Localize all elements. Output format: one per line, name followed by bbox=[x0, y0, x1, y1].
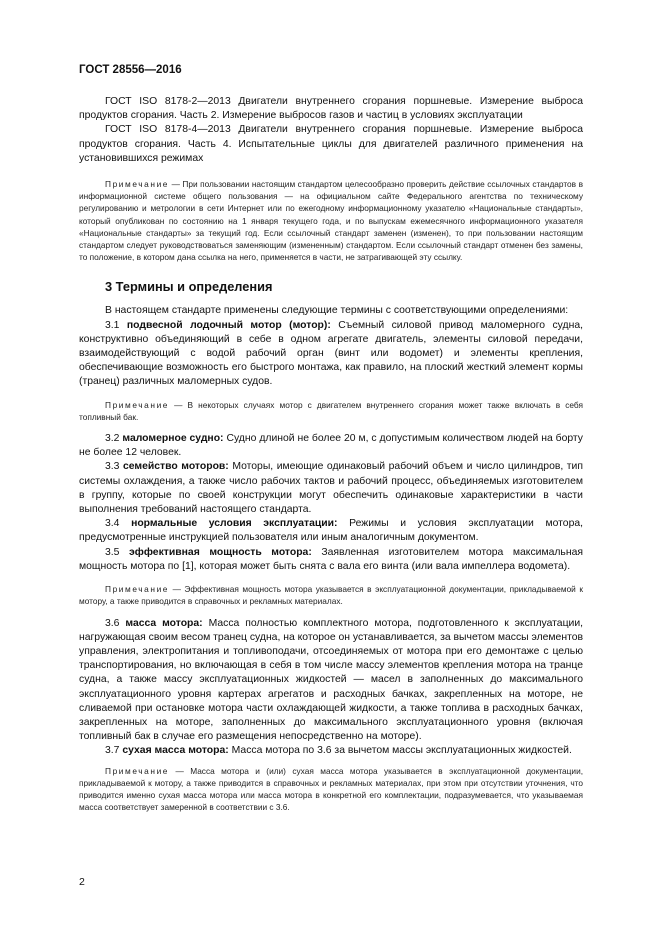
term-number: 3.6 bbox=[105, 617, 120, 629]
term-number: 3.1 bbox=[105, 319, 120, 331]
term-definition: Масса мотора по 3.6 за вычетом массы эксплуатационных жидкостей. bbox=[231, 745, 572, 757]
note-text: — В некоторых случаях мотор с двигателем внутреннего сгорания может также включать в себя топливный бак. bbox=[79, 399, 583, 422]
term-definition: Масса полностью комплектного мотора, подготовленного к эксплуатации, нагружающая своим весом транец судна, на которое он устанавливается, за вычетом массы элементов управления, электропитания и топливоподачи, отсоединяемых от мотора при его демонтаже с целью транспортирования, но включающая в себя в том числе массу элементов крепления мотора на транце судна, а также массу эксплуатационных жидкостей — масел в заполненных до максимального эксплуатационного уровня картерах агрегатов и расходных бачках, закрепленных на моторе, не сливаемой при остановке мотора части охлаждающей жидкости, а также топлива в расходных бачках, закрепленных на моторе, заполненных до максимального эксплуатационного уровня (включая топливный бак в случае его размещения непосредственно на моторе). bbox=[79, 617, 584, 743]
term-3-1 bbox=[79, 319, 583, 390]
note-3-7 bbox=[79, 765, 583, 814]
note-label: Примечание bbox=[105, 765, 170, 776]
term-name: эффективная мощность мотора: bbox=[129, 546, 312, 558]
note-3-1 bbox=[79, 399, 583, 423]
term-definition: Заявленная изготовителем мотора максимальная мощность мотора по [1], которая может быть снята с вала его винта (или вала импеллера водомета). bbox=[79, 546, 583, 572]
note-references bbox=[79, 178, 583, 263]
term-definition: Моторы, имеющие одинаковый рабочий объем и число цилиндров, тип системы охлаждения, а также число рабочих тактов и рабочий процесс, объединяемых изготовителем в группу, которые по своей конструкции могут обеспечить одинаковые характеристики в части выполнения требований настоящего стандарта. bbox=[79, 461, 583, 516]
term-number: 3.3 bbox=[105, 461, 120, 473]
page-content bbox=[79, 95, 583, 813]
term-3-7 bbox=[79, 744, 583, 758]
note-text: — При пользовании настоящим стандартом целесообразно проверить действие ссылочных стандартов в информационной системе общего пользования — на официальном сайте Федерального агентства по техническому регулированию и метрологии в сети Интернет или по ежегодному информационному указателю «Национальные стандарты», который опубликован по состоянию на 1 января текущего года, и по выпускам ежемесячного информационного указателя «Национальные стандарты» за текущий год. Если ссылочный стандарт заменен (изменен), то при пользовании настоящим стандартом следует руководствоваться заменяющим (измененным) стандартом. Если ссылочный стандарт отменен без замены, то положение, в котором дана ссылка на него, применяется в части, не затрагивающей эту ссылку. bbox=[79, 179, 583, 263]
reference-gost-8178-2: ГОСТ ISO 8178-2—2013 Двигатели внутреннего сгорания поршневые. Измерение выброса продуктов сгорания. Часть 2. Измерение выбросов газов и частиц в условиях эксплуатации bbox=[79, 96, 583, 122]
page-number: 2 bbox=[79, 876, 85, 888]
term-definition: Съемный силовой привод маломерного судна, конструктивно объединяющий в себе в одном агрегате двигатель, элементы силовой передачи, взаимодействующий с водой рабочий орган (винт или водомет) и элементы крепления, обеспечивающие возможность его быстрого монтажа, как правило, на плоский жесткий элемент кормы (транец) различных маломерных судов. bbox=[79, 319, 584, 388]
term-number: 3.2 bbox=[105, 433, 120, 445]
reference-gost-8178-4: ГОСТ ISO 8178-4—2013 Двигатели внутреннего сгорания поршневые. Измерение выброса продуктов сгорания. Часть 4. Испытательные циклы для двигателей различного применения на установившихся режимах bbox=[79, 124, 583, 164]
term-name: масса мотора: bbox=[125, 617, 203, 629]
term-name: подвесной лодочный мотор (мотор): bbox=[126, 319, 331, 331]
term-3-5 bbox=[79, 546, 583, 574]
term-name: семейство моторов: bbox=[123, 461, 229, 473]
note-label: Примечание bbox=[105, 179, 170, 190]
term-name: маломерное судно: bbox=[122, 433, 224, 445]
note-label: Примечание bbox=[105, 399, 170, 410]
note-text: — Эффективная мощность мотора указывается в эксплуатационной документации, прикладываемой к мотору, а также приводится в справочных и рекламных материалах. bbox=[79, 584, 583, 607]
document-header: ГОСТ 28556—2016 bbox=[79, 64, 182, 76]
term-3-2 bbox=[79, 432, 583, 460]
term-number: 3.5 bbox=[105, 546, 120, 558]
note-text: — Масса мотора и (или) сухая масса мотора указывается в эксплуатационной документации, прикладываемой к мотору, а также приводится в справочных и рекламных материалах, при этом при отсутствии уточнения, что приводится именно сухая масса мотора или масса мотора в конкретной его комплектации, подразумевается, что указываемая масса соответствует замеренной в соответствии с 3.6. bbox=[79, 765, 584, 813]
term-3-6 bbox=[79, 617, 583, 745]
term-name: нормальные условия эксплуатации: bbox=[131, 518, 338, 530]
section-intro: В настоящем стандарте применены следующие термины с соответствующими определениями: bbox=[105, 305, 569, 317]
term-3-3 bbox=[79, 460, 583, 517]
term-definition: Судно длиной не более 20 м, с допустимым количеством людей на борту не более 12 человек. bbox=[79, 433, 583, 459]
section-title: 3 Термины и определения bbox=[105, 279, 273, 295]
term-number: 3.4 bbox=[105, 518, 120, 530]
term-3-4 bbox=[79, 517, 583, 545]
note-3-5 bbox=[79, 583, 583, 607]
term-number: 3.7 bbox=[105, 745, 120, 757]
term-definition: Режимы и условия эксплуатации мотора, предусмотренные инструкцией пользователя или иным аналогичным документом. bbox=[79, 518, 584, 544]
term-name: сухая масса мотора: bbox=[122, 745, 229, 757]
note-label: Примечание bbox=[105, 584, 170, 595]
